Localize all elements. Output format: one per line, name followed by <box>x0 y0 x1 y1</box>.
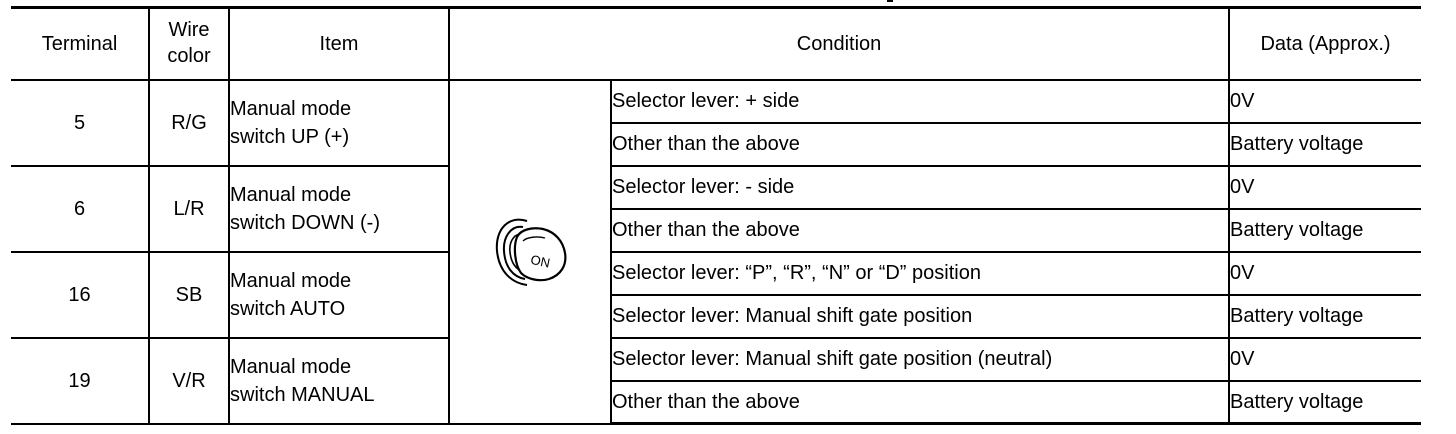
condition-cell: Selector lever: Manual shift gate position (neutral) <box>611 338 1229 381</box>
item-line2: switch AUTO <box>230 297 346 320</box>
item-cell <box>229 252 449 338</box>
item-line1: Manual mode <box>230 355 352 378</box>
table-row <box>11 80 1421 123</box>
ignition-cell <box>449 80 611 424</box>
terminal-cell: 5 <box>11 80 149 166</box>
condition-cell: Selector lever: Manual shift gate position <box>611 295 1229 338</box>
header-row <box>11 8 1421 80</box>
header-item: Item <box>229 8 449 80</box>
terminal-cell: 6 <box>11 166 149 252</box>
header-data: Data (Approx.) <box>1229 8 1421 80</box>
item-cell <box>229 166 449 252</box>
condition-cell: Other than the above <box>611 381 1229 424</box>
item-line2: switch DOWN (-) <box>230 211 380 234</box>
data-cell: 0V <box>1229 338 1421 381</box>
data-cell: Battery voltage <box>1229 123 1421 166</box>
terminal-spec-table <box>11 6 1421 425</box>
item-line2: switch MANUAL <box>230 383 375 406</box>
item-line1: Manual mode <box>230 183 352 206</box>
ignition-key-on-icon <box>487 207 573 297</box>
header-wire-color-line2: color <box>167 45 211 68</box>
condition-cell: Selector lever: + side <box>611 80 1229 123</box>
item-line1: Manual mode <box>230 269 352 292</box>
data-cell: Battery voltage <box>1229 295 1421 338</box>
terminal-cell: 16 <box>11 252 149 338</box>
wire-color-cell: V/R <box>149 338 229 424</box>
item-cell <box>229 338 449 424</box>
table-row <box>11 252 1421 295</box>
terminal-cell: 19 <box>11 338 149 424</box>
condition-cell: Selector lever: “P”, “R”, “N” or “D” position <box>611 252 1229 295</box>
condition-cell: Other than the above <box>611 123 1229 166</box>
header-condition: Condition <box>449 8 1229 80</box>
wire-color-cell: R/G <box>149 80 229 166</box>
item-line2: switch UP (+) <box>230 125 350 148</box>
table-row <box>11 166 1421 209</box>
header-wire-color <box>149 8 229 80</box>
header-terminal: Terminal <box>11 8 149 80</box>
top-edge-mark <box>887 0 893 2</box>
condition-cell: Other than the above <box>611 209 1229 252</box>
data-cell: Battery voltage <box>1229 381 1421 424</box>
data-cell: 0V <box>1229 252 1421 295</box>
wire-color-cell: SB <box>149 252 229 338</box>
item-line1: Manual mode <box>230 97 352 120</box>
table-row <box>11 338 1421 381</box>
condition-cell: Selector lever: - side <box>611 166 1229 209</box>
data-cell: 0V <box>1229 166 1421 209</box>
data-cell: Battery voltage <box>1229 209 1421 252</box>
wire-color-cell: L/R <box>149 166 229 252</box>
ignition-on-label: ON <box>529 251 552 271</box>
item-cell <box>229 80 449 166</box>
data-cell: 0V <box>1229 80 1421 123</box>
header-wire-color-line1: Wire <box>168 19 210 42</box>
